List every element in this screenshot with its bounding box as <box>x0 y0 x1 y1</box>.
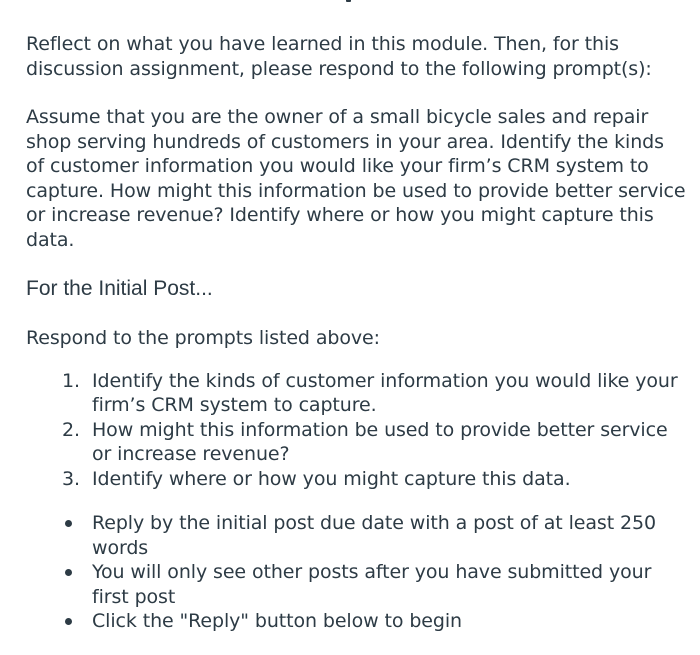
initial-post-heading: For the Initial Post... <box>26 277 213 300</box>
numbered-prompt-list <box>62 369 686 492</box>
bullet-icon <box>65 520 72 527</box>
list-item-text: Click the "Reply" button below to begin <box>92 610 462 632</box>
list-item-text: Identify where or how you might capture this data. <box>92 467 571 490</box>
requirements-bullet-list <box>62 511 686 634</box>
list-item <box>62 418 686 467</box>
list-item-text: You will only see other posts after you have submitted your first post <box>92 561 652 608</box>
list-item <box>62 467 686 492</box>
bullet-icon <box>65 618 72 625</box>
discussion-prompt <box>26 32 686 634</box>
list-item-number: 1. <box>62 369 80 392</box>
list-item-text: Reply by the initial post due date with a post of at least 250 words <box>92 512 656 559</box>
list-item <box>62 560 686 609</box>
list-item-text: Identify the kinds of customer information you would like your firm’s CRM system to capture. <box>92 369 678 416</box>
list-item-text: How might this information be used to provide better service or increase revenue? <box>92 418 668 465</box>
list-item-number: 3. <box>62 467 80 490</box>
respond-instruction: Respond to the prompts listed above: <box>26 327 380 349</box>
list-item <box>62 369 686 418</box>
list-item <box>62 511 686 560</box>
list-item <box>62 609 686 634</box>
bullet-icon <box>65 569 72 576</box>
prompt-paragraph: Assume that you are the owner of a small bicycle sales and repair shop serving hundreds of customers in your area. Identify the kinds of customer information you would like your firm’s CRM system to capture. How might this information be used to provide better service or increase revenue? Identify where or how you might capture this data. <box>26 106 686 251</box>
cut-off-text-fragment <box>346 0 351 2</box>
intro-paragraph: Reflect on what you have learned in this module. Then, for this discussion assignment, please respond to the following prompt(s): <box>26 33 652 80</box>
list-item-number: 2. <box>62 418 80 441</box>
